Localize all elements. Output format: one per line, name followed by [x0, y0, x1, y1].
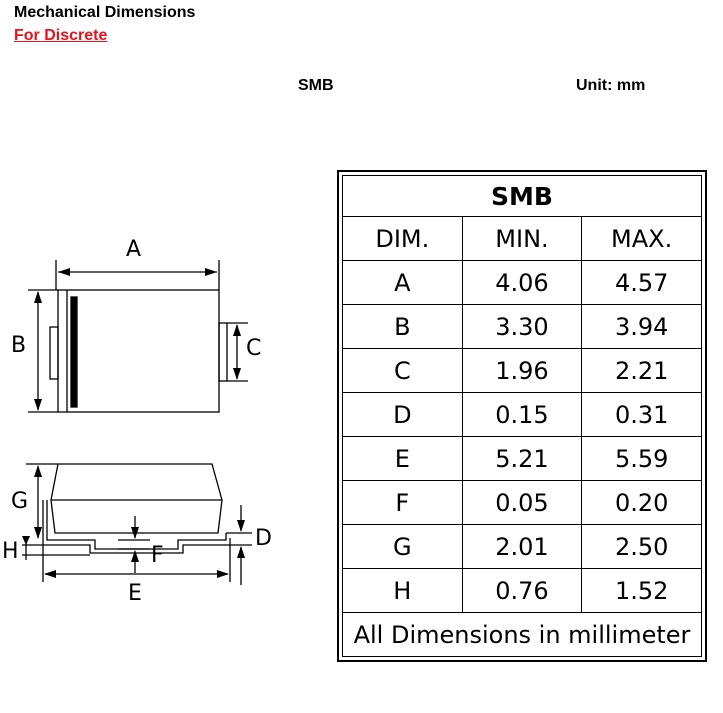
dimension-table: [342, 175, 702, 657]
unit-label: Unit: mm: [576, 77, 646, 94]
dim-cell: F: [343, 481, 463, 525]
min-cell: 0.05: [462, 481, 582, 525]
table-row: [343, 261, 702, 305]
max-cell: 2.50: [582, 525, 702, 569]
label-a: A: [126, 237, 142, 262]
max-cell: 4.57: [582, 261, 702, 305]
label-e: E: [128, 581, 142, 606]
max-cell: 2.21: [582, 349, 702, 393]
max-cell: 1.52: [582, 569, 702, 613]
discrete-link[interactable]: For Discrete: [14, 27, 108, 44]
min-cell: 2.01: [462, 525, 582, 569]
max-cell: 5.59: [582, 437, 702, 481]
dimension-table-frame: [337, 170, 707, 662]
table-row: [343, 305, 702, 349]
label-d: D: [255, 526, 272, 551]
top-view-body: [58, 290, 219, 412]
dim-cell: E: [343, 437, 463, 481]
dim-cell: H: [343, 569, 463, 613]
table-row: [343, 569, 702, 613]
table-row: [343, 349, 702, 393]
dim-cell: B: [343, 305, 463, 349]
min-cell: 0.15: [462, 393, 582, 437]
table-row: [343, 481, 702, 525]
column-header: DIM.: [343, 217, 463, 261]
label-b: B: [11, 333, 27, 358]
table-footer: All Dimensions in millimeter: [343, 613, 702, 657]
max-cell: 0.20: [582, 481, 702, 525]
table-header-row: [343, 217, 702, 261]
cathode-band: [71, 297, 77, 407]
min-cell: 3.30: [462, 305, 582, 349]
page-title: Mechanical Dimensions: [14, 4, 196, 21]
label-h: H: [2, 539, 19, 564]
label-f: F: [151, 543, 164, 568]
table-title: SMB: [343, 176, 702, 217]
label-g: G: [11, 489, 29, 514]
left-lead: [50, 327, 58, 379]
package-drawing: [0, 230, 300, 620]
max-cell: 3.94: [582, 305, 702, 349]
min-cell: 1.96: [462, 349, 582, 393]
min-cell: 0.76: [462, 569, 582, 613]
dim-cell: C: [343, 349, 463, 393]
table-row: [343, 525, 702, 569]
column-header: MAX.: [582, 217, 702, 261]
min-cell: 4.06: [462, 261, 582, 305]
dim-cell: G: [343, 525, 463, 569]
label-c: C: [246, 336, 262, 361]
right-lead: [219, 323, 227, 381]
dim-cell: D: [343, 393, 463, 437]
table-row: [343, 393, 702, 437]
table-row: [343, 437, 702, 481]
column-header: MIN.: [462, 217, 582, 261]
min-cell: 5.21: [462, 437, 582, 481]
side-view-body: [51, 464, 222, 533]
max-cell: 0.31: [582, 393, 702, 437]
package-name: SMB: [298, 77, 334, 94]
dim-cell: A: [343, 261, 463, 305]
